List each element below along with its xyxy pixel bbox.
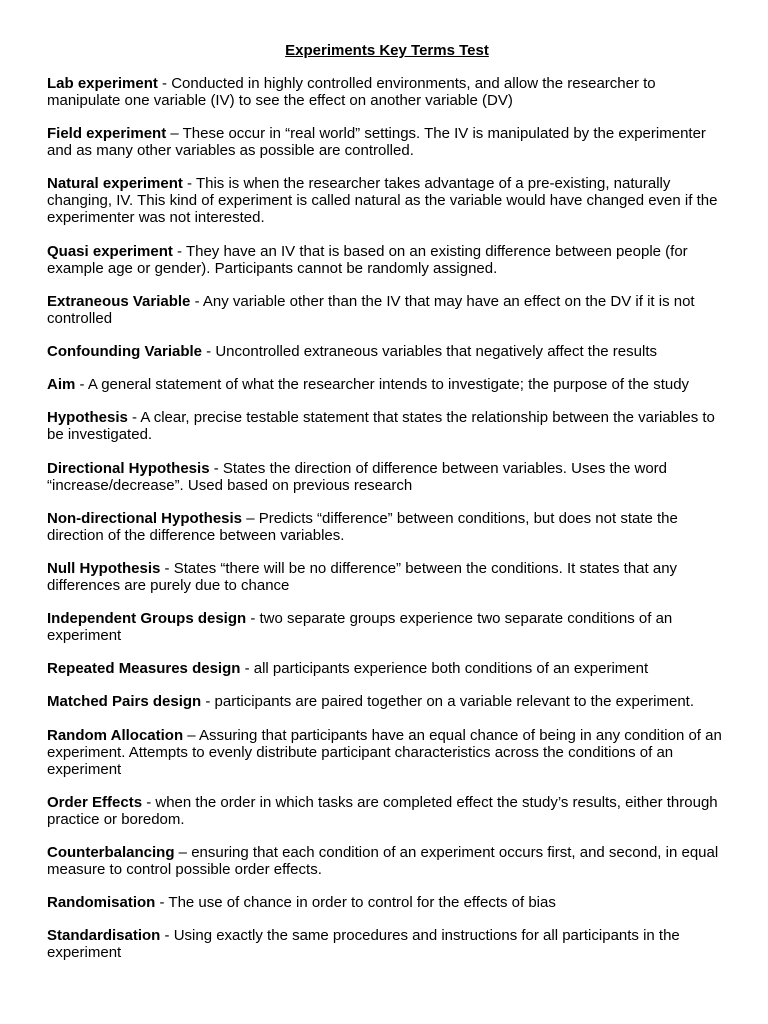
term-label: Natural experiment	[47, 175, 183, 193]
term-definition: - Using exactly the same procedures and instructions for all participants in the experiment	[47, 927, 680, 962]
term-definition: - Any variable other than the IV that may have an effect on the DV if it is not controlled	[47, 292, 695, 327]
term-label: Independent Groups design	[47, 610, 247, 628]
term-definition: - when the order in which tasks are completed effect the study’s results, either through practice or boredom.	[47, 793, 718, 828]
term-label: Lab experiment	[47, 75, 158, 92]
term-label: Randomisation	[47, 894, 156, 912]
term-definition: - A clear, precise testable statement that states the relationship between the variables to be investigated.	[47, 409, 715, 444]
term-definition: - Uncontrolled extraneous variables that negatively affect the results	[202, 342, 657, 360]
term-label: Confounding Variable	[47, 342, 203, 360]
term-label: Matched Pairs design	[47, 693, 202, 711]
term-label: Extraneous Variable	[47, 292, 191, 310]
entry-counterbalancing	[47, 844, 727, 878]
entry-standardisation	[47, 927, 727, 961]
term-definition: - A general statement of what the researcher intends to investigate; the purpose of the study	[75, 376, 690, 394]
entry-matched-pairs-design	[47, 693, 727, 710]
term-label: Order Effects	[47, 793, 143, 811]
entry-randomisation	[47, 894, 727, 911]
term-definition: - The use of chance in order to control for the effects of bias	[155, 894, 556, 912]
document-page	[47, 41, 727, 978]
term-definition: - participants are paired together on a variable relevant to the experiment.	[201, 693, 694, 711]
entry-repeated-measures-design	[47, 660, 727, 677]
term-label: Repeated Measures design	[47, 660, 241, 678]
term-definition: - all participants experience both conditions of an experiment	[240, 660, 649, 678]
entry-hypothesis	[47, 409, 727, 443]
term-label: Directional Hypothesis	[47, 459, 210, 477]
term-definition: - This is when the researcher takes advantage of a pre-existing, naturally changing, IV. This kind of experiment is called natural as the variable would have changed even if the experimenter was not interested.	[47, 175, 718, 227]
entry-non-directional-hypothesis	[47, 510, 727, 544]
term-definition: - two separate groups experience two separate conditions of an experiment	[47, 610, 673, 645]
term-label: Random Allocation	[47, 726, 184, 744]
term-definition: – Predicts “difference” between conditions, but does not state the direction of the difference between variables.	[47, 509, 678, 544]
document-title: Experiments Key Terms Test	[285, 42, 489, 59]
entry-extraneous-variable	[47, 293, 727, 327]
entry-random-allocation	[47, 727, 727, 778]
entry-null-hypothesis	[47, 560, 727, 594]
term-definition: – These occur in “real world” settings. The IV is manipulated by the experimenter and as many other variables as possible are controlled.	[47, 125, 706, 160]
entry-confounding-variable	[47, 343, 727, 360]
term-definition: - States the direction of difference between variables. Uses the word “increase/decrease”. Used based on previous research	[47, 459, 668, 494]
entry-independent-groups-design	[47, 610, 727, 644]
entry-order-effects	[47, 794, 727, 828]
term-label: Hypothesis	[47, 409, 128, 427]
term-label: Standardisation	[47, 927, 161, 945]
term-definition: - States “there will be no difference” between the conditions. It states that any differences are purely due to chance	[47, 559, 678, 594]
term-label: Null Hypothesis	[47, 559, 161, 577]
term-label: Aim	[47, 376, 76, 394]
term-label: Counterbalancing	[47, 844, 175, 861]
term-definition: - They have an IV that is based on an existing difference between people (for example age or gender). Participants cannot be randomly assigned.	[47, 242, 688, 277]
term-definition: - Conducted in highly controlled environments, and allow the researcher to manipulate one variable (IV) to see the effect on another variable (DV)	[47, 75, 656, 109]
term-label: Quasi experiment	[47, 242, 173, 260]
term-label: Field experiment	[47, 125, 167, 143]
entry-quasi-experiment	[47, 243, 727, 277]
entry-field-experiment	[47, 125, 727, 159]
entry-natural-experiment	[47, 175, 727, 226]
entry-directional-hypothesis	[47, 460, 727, 494]
entry-aim	[47, 376, 727, 393]
term-definition: – Assuring that participants have an equal chance of being in any condition of an experiment. Attempts to evenly distribute participant characteristics across the conditions of an experiment	[47, 726, 722, 778]
entry-lab-experiment	[47, 75, 727, 109]
term-definition: – ensuring that each condition of an experiment occurs first, and second, in equal measure to control possible order effects.	[47, 844, 719, 878]
term-label: Non-directional Hypothesis	[47, 509, 243, 527]
